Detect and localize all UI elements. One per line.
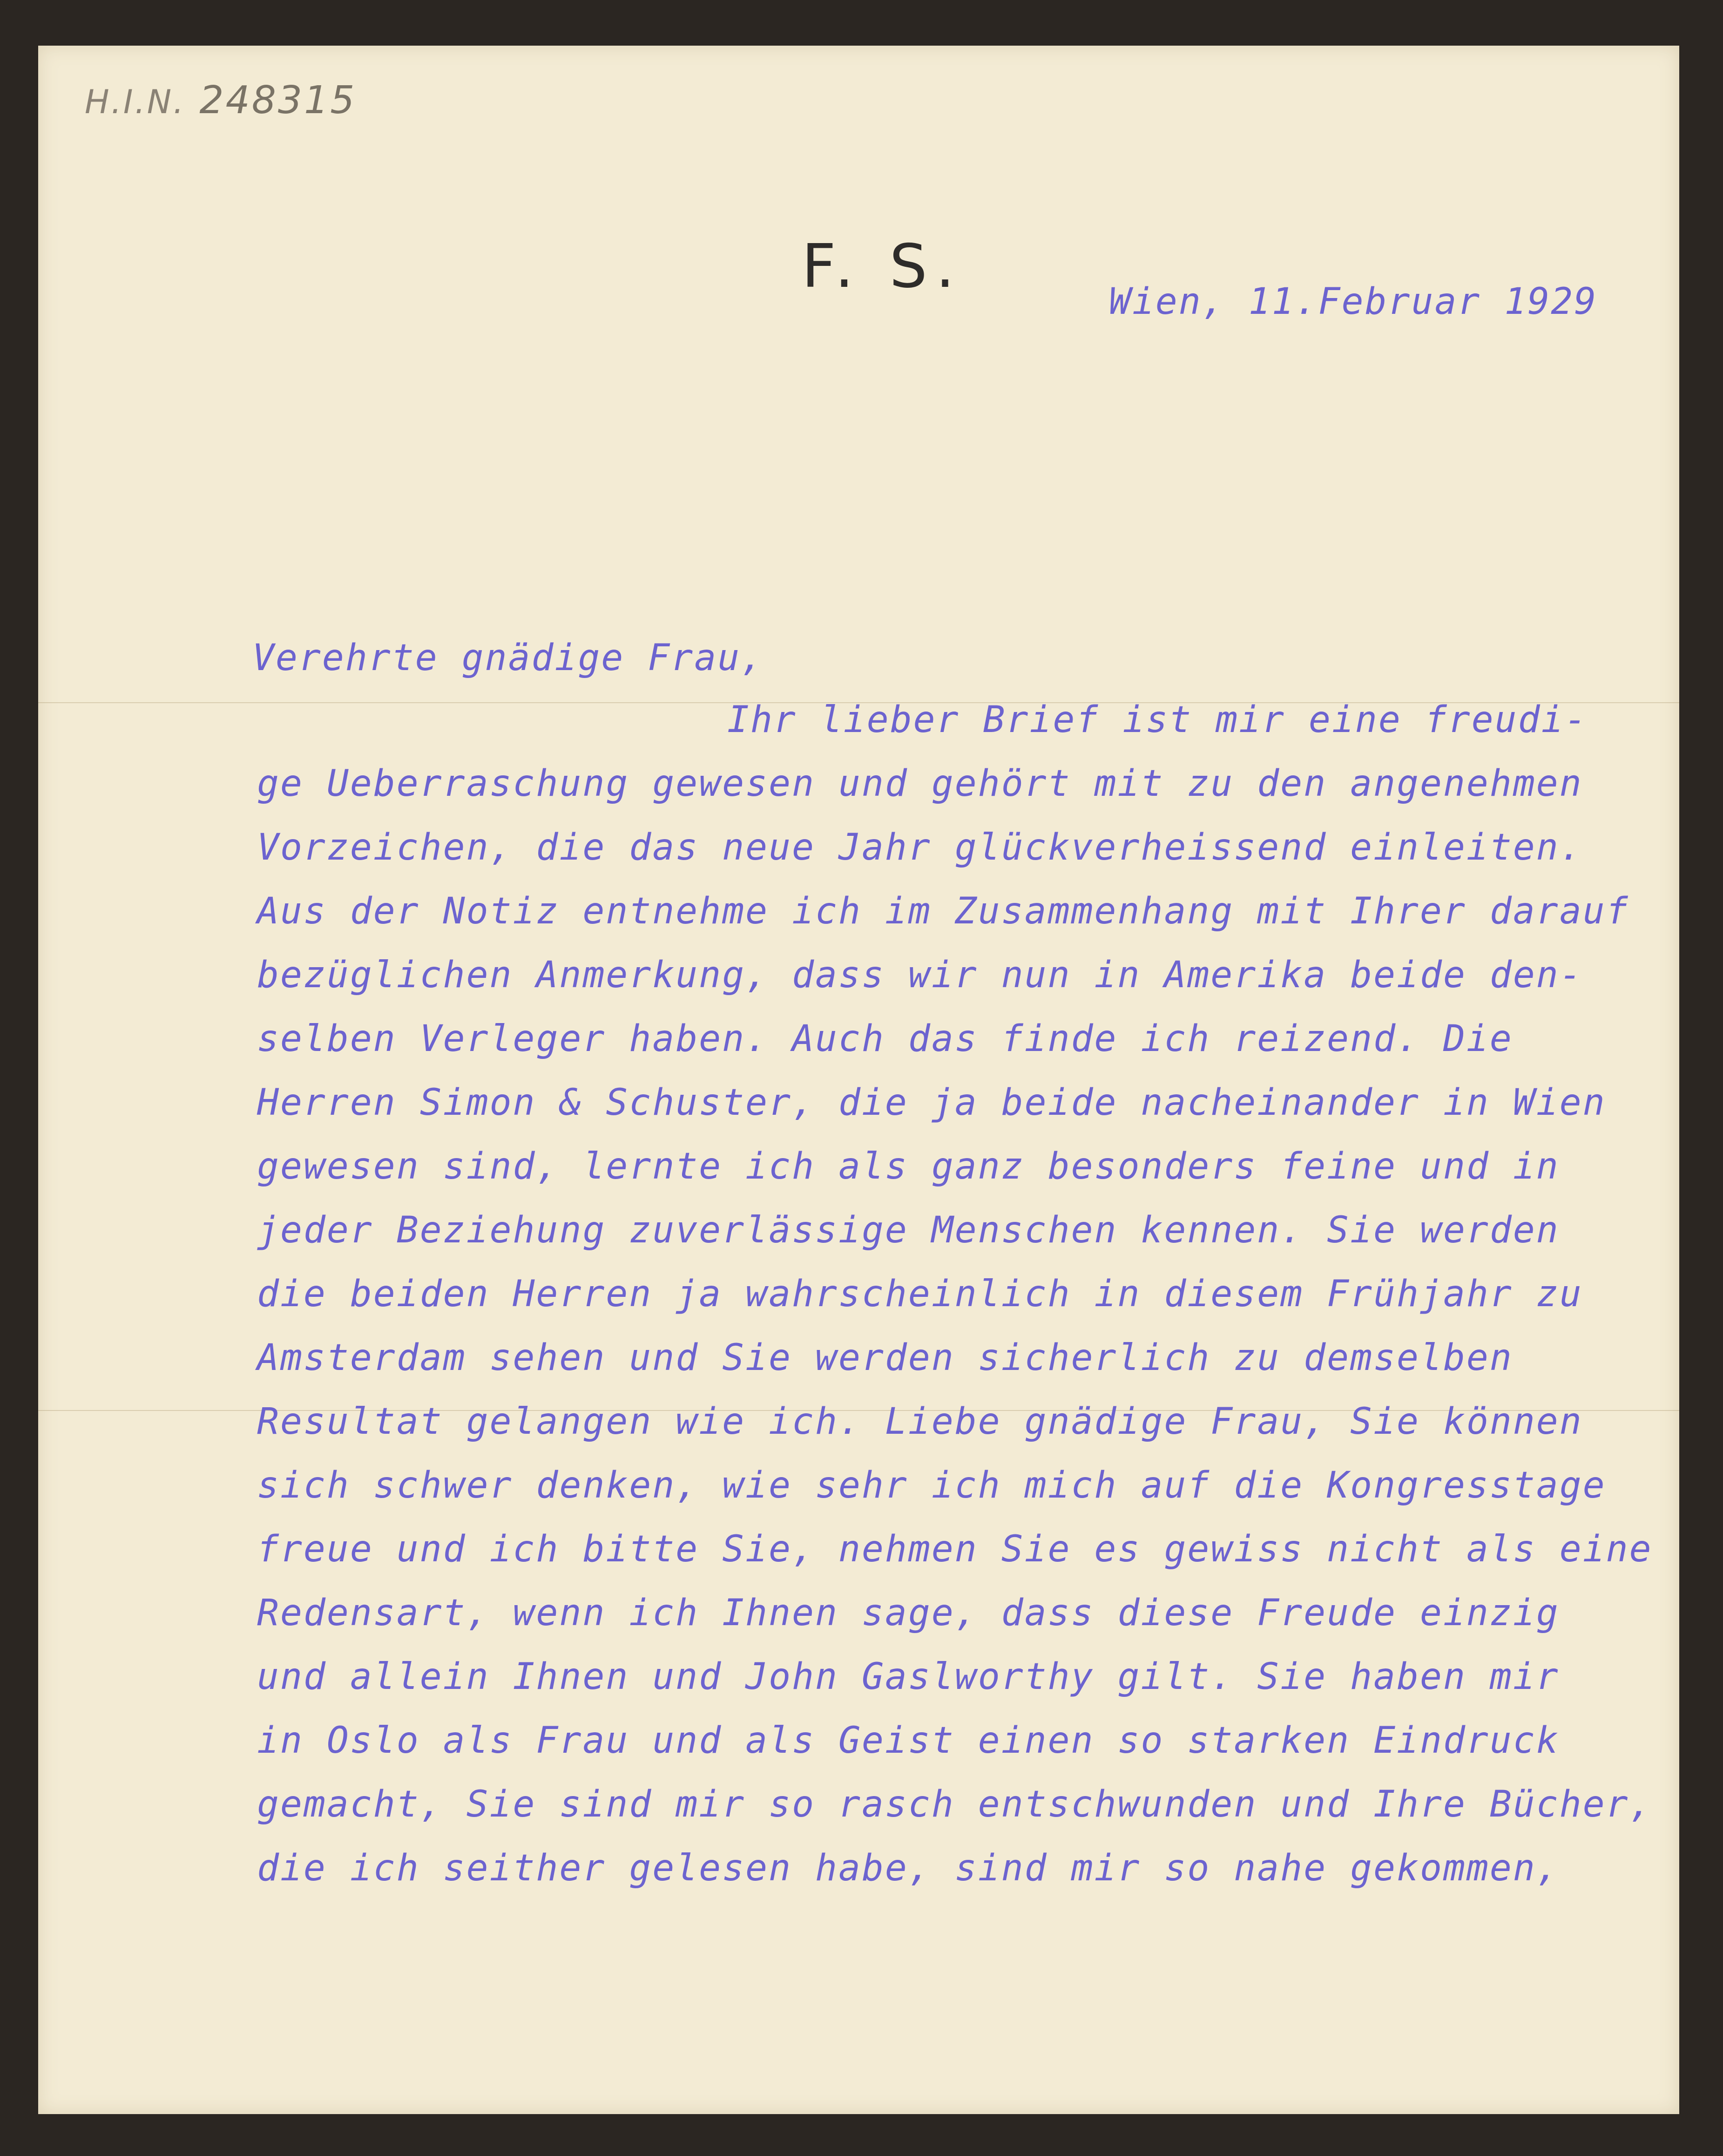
archive-number: 248315 (199, 78, 357, 122)
archive-mark (85, 78, 356, 122)
body-line: bezüglichen Anmerkung, dass wir nun in Amerika beide den- (257, 954, 1583, 996)
body-line: Vorzeichen, die das neue Jahr glückverheissend einleiten. (257, 827, 1583, 868)
archive-label: H.I.N. (85, 83, 186, 121)
body-line: gewesen sind, lernte ich als ganz besonders feine und in (257, 1146, 1560, 1187)
body-line: selben Verleger haben. Auch das finde ich reizend. Die (257, 1018, 1513, 1060)
body-line: in Oslo als Frau und als Geist einen so starken Eindruck (257, 1720, 1560, 1762)
salutation: Verehrte gnädige Frau, (252, 637, 764, 679)
body-line: Aus der Notiz entnehme ich im Zusammenhang mit Ihrer darauf (257, 890, 1629, 932)
body-line: freue und ich bitte Sie, nehmen Sie es gewiss nicht als eine (257, 1528, 1653, 1570)
body-line: gemacht, Sie sind mir so rasch entschwunden und Ihre Bücher, (257, 1783, 1653, 1825)
body-line: die ich seither gelesen habe, sind mir so nahe gekommen, (257, 1847, 1560, 1889)
body-line: und allein Ihnen und John Gaslworthy gilt. Sie haben mir (257, 1656, 1560, 1698)
body-line: sich schwer denken, wie sehr ich mich auf die Kongresstage (257, 1464, 1606, 1506)
dateline: Wien, 11.Februar 1929 (1109, 281, 1598, 323)
letterhead-monogram: F. S. (802, 232, 963, 301)
body-line: Herren Simon & Schuster, die ja beide nacheinander in Wien (257, 1082, 1606, 1124)
body-line: Redensart, wenn ich Ihnen sage, dass diese Freude einzig (257, 1592, 1560, 1634)
body-line: die beiden Herren ja wahrscheinlich in diesem Frühjahr zu (257, 1273, 1583, 1315)
body-line: Ihr lieber Brief ist mir eine freudi- (727, 699, 1588, 741)
body-line: Amsterdam sehen und Sie werden sicherlich zu demselben (257, 1337, 1513, 1379)
body-line: jeder Beziehung zuverlässige Menschen kennen. Sie werden (257, 1209, 1560, 1251)
body-line: Resultat gelangen wie ich. Liebe gnädige Frau, Sie können (257, 1401, 1583, 1443)
letter-page (38, 46, 1679, 2114)
body-line: ge Ueberraschung gewesen und gehört mit zu den angenehmen (257, 763, 1583, 805)
